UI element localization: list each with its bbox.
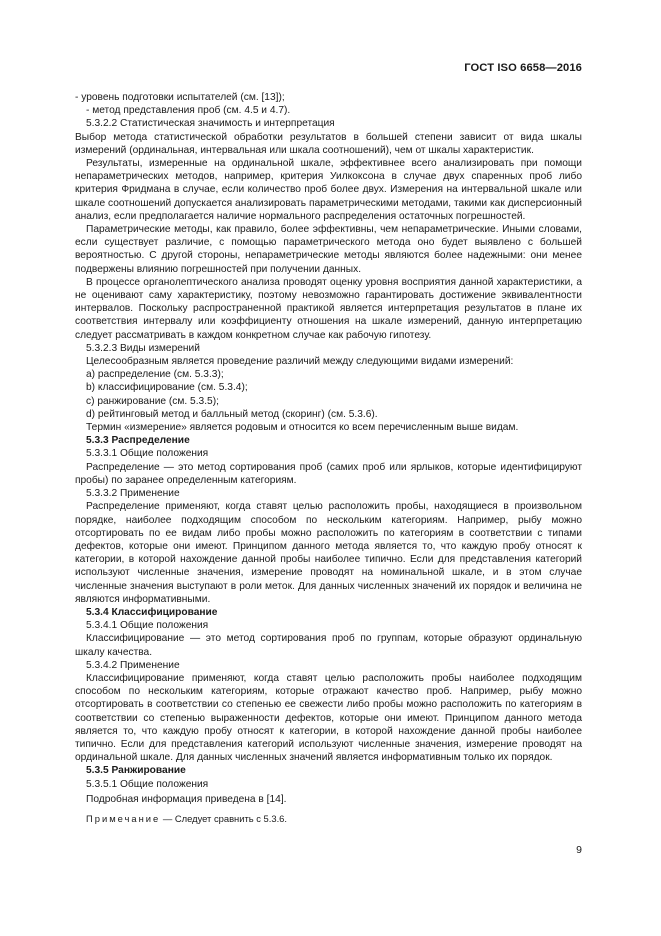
- list-item: d) рейтинговый метод и балльный метод (скоринг) (см. 5.3.6).: [86, 408, 378, 420]
- section-title-5-3-5: 5.3.5 Ранжирование: [86, 765, 186, 777]
- section-title-5-3-4-1: 5.3.4.1 Общие положения: [86, 620, 209, 632]
- section-title-5-3-3-1: 5.3.3.1 Общие положения: [86, 448, 209, 460]
- list-item: b) классифицирование (см. 5.3.4);: [86, 382, 248, 394]
- section-title-5-3-4: 5.3.4 Классифицирование: [86, 606, 218, 618]
- list-item: c) ранжирование (см. 5.3.5);: [86, 395, 219, 407]
- document-body: [75, 91, 582, 825]
- section-title-5-3-2-2: 5.3.2.2 Статистическая значимость и интерпретация: [86, 118, 335, 130]
- paragraph: В процессе органолептического анализа проводят оценку уровня восприятия данной характеристики, а не оценивают саму характеристику, поэтому невозможно гарантировать достижение эквивалентности интервалов. Поскольку распространенной практикой является интерпретация результатов в плане их соответствия интервалу или коэффициенту отношения на шкале измерений, данную интерпретацию следует рассматривать в каждом конкретном случае как рабочую гипотезу.: [75, 276, 582, 341]
- paragraph: Классифицирование применяют, когда ставят целью расположить пробы наиболее подходящим способом по нескольким категориям, которые отражают качество проб. Например, рыбу можно отсортировать в соответствии со степенью ее свежести либо пробы можно расположить по категориям в соответствии со степенью выраженности дефектов, которые они имеют. Принципом данного метода является то, что каждую пробу относят к категории, в которой нахождение данной пробы наиболее типично. Если для представления категорий используют численные значения, измерение проводят на ординальной шкале. Для данных численных значений является информативным только их порядок.: [75, 672, 582, 764]
- paragraph: Распределение — это метод сортирования проб (самих проб или ярлыков, которые идентифицируют пробы) по заранее определенным категориям.: [75, 461, 582, 486]
- bullet-item: - метод представления проб (см. 4.5 и 4.7).: [86, 105, 291, 117]
- section-title-5-3-3: 5.3.3 Распределение: [86, 435, 190, 447]
- paragraph: Классифицирование — это метод сортирования проб по группам, которые образуют ординальную шкалу качества.: [75, 633, 582, 658]
- page-header: ГОСТ ISO 6658—2016: [464, 62, 582, 74]
- note-label: Примечание: [86, 812, 161, 824]
- paragraph: Параметрические методы, как правило, более эффективны, чем непараметрические. Иными словами, если существует различие, с помощью параметрического метода оно будет выявлено с большей вероятностью. С другой стороны, непараметрические методы являются более надежными: они менее подвержены влиянию погрешностей при получении данных.: [75, 224, 582, 275]
- section-title-5-3-5-1: 5.3.5.1 Общие положения: [86, 778, 209, 790]
- paragraph: Подробная информация приведена в [14].: [86, 793, 287, 805]
- page-number: 9: [576, 844, 582, 856]
- section-title-5-3-4-2: 5.3.4.2 Применение: [86, 659, 180, 671]
- section-title-5-3-2-3: 5.3.2.3 Виды измерений: [86, 342, 200, 354]
- paragraph: Результаты, измеренные на ординальной шкале, эффективнее всего анализировать при помощи непараметрических методов, например, критерия Уилкоксона в случае двух спаренных проб либо критерия Фридмана в случае, если количество проб более двух. Измерения на интервальной шкале или шкале соотношений допускается анализировать параметрическими методами, такими как дисперсионный анализ, если предполагается наличие нормального распределения остаточных погрешностей.: [75, 158, 582, 222]
- note: [75, 812, 582, 825]
- note-text: — Следует сравнить с 5.3.6.: [160, 812, 287, 824]
- paragraph: Целесообразным является проведение различий между следующими видами измерений:: [86, 356, 514, 368]
- bullet-item: - уровень подготовки испытателей (см. [13]);: [75, 92, 285, 103]
- list-item: a) распределение (см. 5.3.3);: [86, 369, 224, 381]
- paragraph: Распределение применяют, когда ставят целью расположить пробы, находящиеся в произвольном порядке, наиболее подходящим способом по нескольким категориям. Например, рыбу можно отсортировать по ее видам либо пробы можно расположить по категориям в соответствии с типами дефектов, которые они имеют. Принципом данного метода является то, что каждую пробу относят к категории, в которой нахождение данной пробы наиболее типично. Если для представления категорий используют численные значения, измерение проводят на номинальной шкале, и в этом случае численные значения выступают в роли меток. Для данных численных значений их порядок и величина не являются информативными.: [75, 501, 582, 605]
- section-title-5-3-3-2: 5.3.3.2 Применение: [86, 488, 180, 500]
- paragraph: Термин «измерение» является родовым и относится ко всем перечисленным выше видам.: [86, 422, 519, 434]
- paragraph: Выбор метода статистической обработки результатов в большей степени зависит от вида шкалы измерений (ординальная, интервальная или шкала соотношений), чем от шкалы характеристик.: [75, 131, 582, 156]
